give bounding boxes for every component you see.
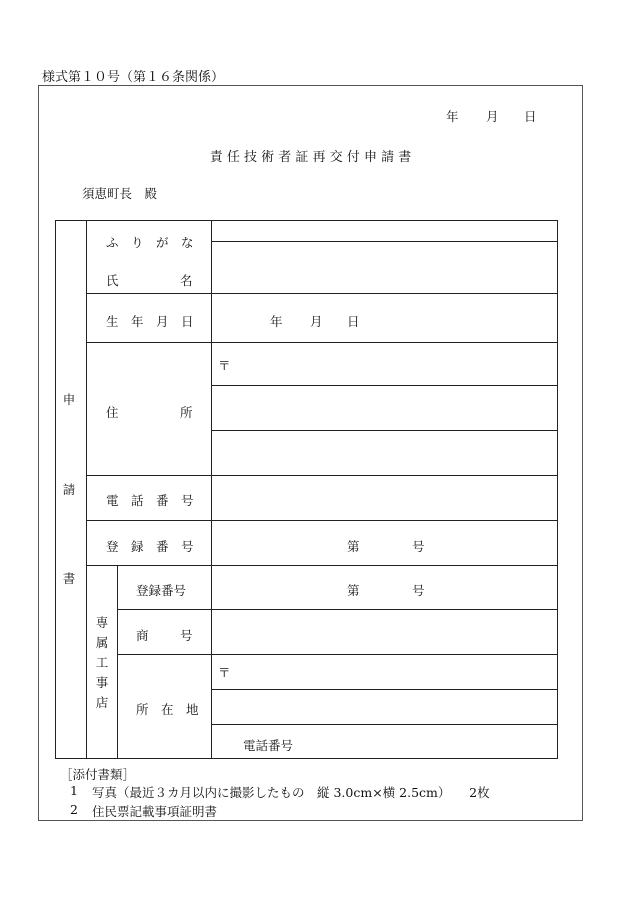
postal-mark-location: 〒 (218, 665, 231, 680)
birth-year: 年 (270, 314, 283, 329)
date-day: 日 (524, 109, 537, 124)
attachments-heading: ［添付書類］ (60, 767, 136, 782)
label-name-right: 名 (180, 273, 193, 288)
postal-mark-address: 〒 (218, 358, 231, 373)
applicant-vertical-2: 請 (62, 482, 76, 497)
label-trade-name-right: 号 (180, 628, 193, 643)
label-address-right: 所 (180, 405, 193, 420)
applicant-vertical-1: 申 (62, 392, 76, 407)
form-number: 様式第１０号（第１６条関係） (42, 70, 225, 85)
shop-phone-label: 電話番号 (243, 738, 294, 753)
attachment-1-text: 写真（最近３カ月以内に撮影したもの 縦 3.0cm×横 2.5cm） 2枚 (92, 785, 490, 800)
label-birthdate: 生 年 月 日 (106, 314, 194, 329)
attachment-2-text: 住民票記載事項証明書 (92, 804, 218, 819)
shop-reg-go: 号 (412, 583, 425, 598)
label-shop-reg-number: 登録番号 (136, 583, 187, 598)
attachment-1-no: 1 (70, 783, 78, 798)
shop-reg-dai: 第 (347, 583, 360, 598)
birth-day: 日 (347, 314, 360, 329)
date-year: 年 (446, 109, 459, 124)
shop-vertical-3: 工 (95, 655, 109, 670)
attachment-2-no: 2 (70, 802, 78, 817)
label-furigana: ふ り が な (106, 235, 194, 250)
shop-vertical-2: 属 (95, 635, 109, 650)
reg-go: 号 (412, 539, 425, 554)
label-reg-number: 登 録 番 号 (106, 539, 194, 554)
label-address-left: 住 (106, 405, 119, 420)
label-name-left: 氏 (106, 273, 119, 288)
shop-vertical-1: 専 (95, 615, 109, 630)
label-trade-name-left: 商 (136, 628, 149, 643)
birth-month: 月 (310, 314, 323, 329)
date-month: 月 (486, 109, 499, 124)
reg-dai: 第 (347, 539, 360, 554)
addressee: 須恵町長 殿 (82, 186, 158, 201)
shop-vertical-5: 店 (95, 695, 109, 710)
label-phone: 電 話 番 号 (106, 493, 194, 508)
label-location: 所 在 地 (136, 702, 199, 717)
shop-vertical-4: 事 (95, 675, 109, 690)
applicant-vertical-3: 書 (62, 571, 76, 586)
document-title: 責 任 技 術 者 証 再 交 付 申 請 書 (209, 150, 412, 165)
